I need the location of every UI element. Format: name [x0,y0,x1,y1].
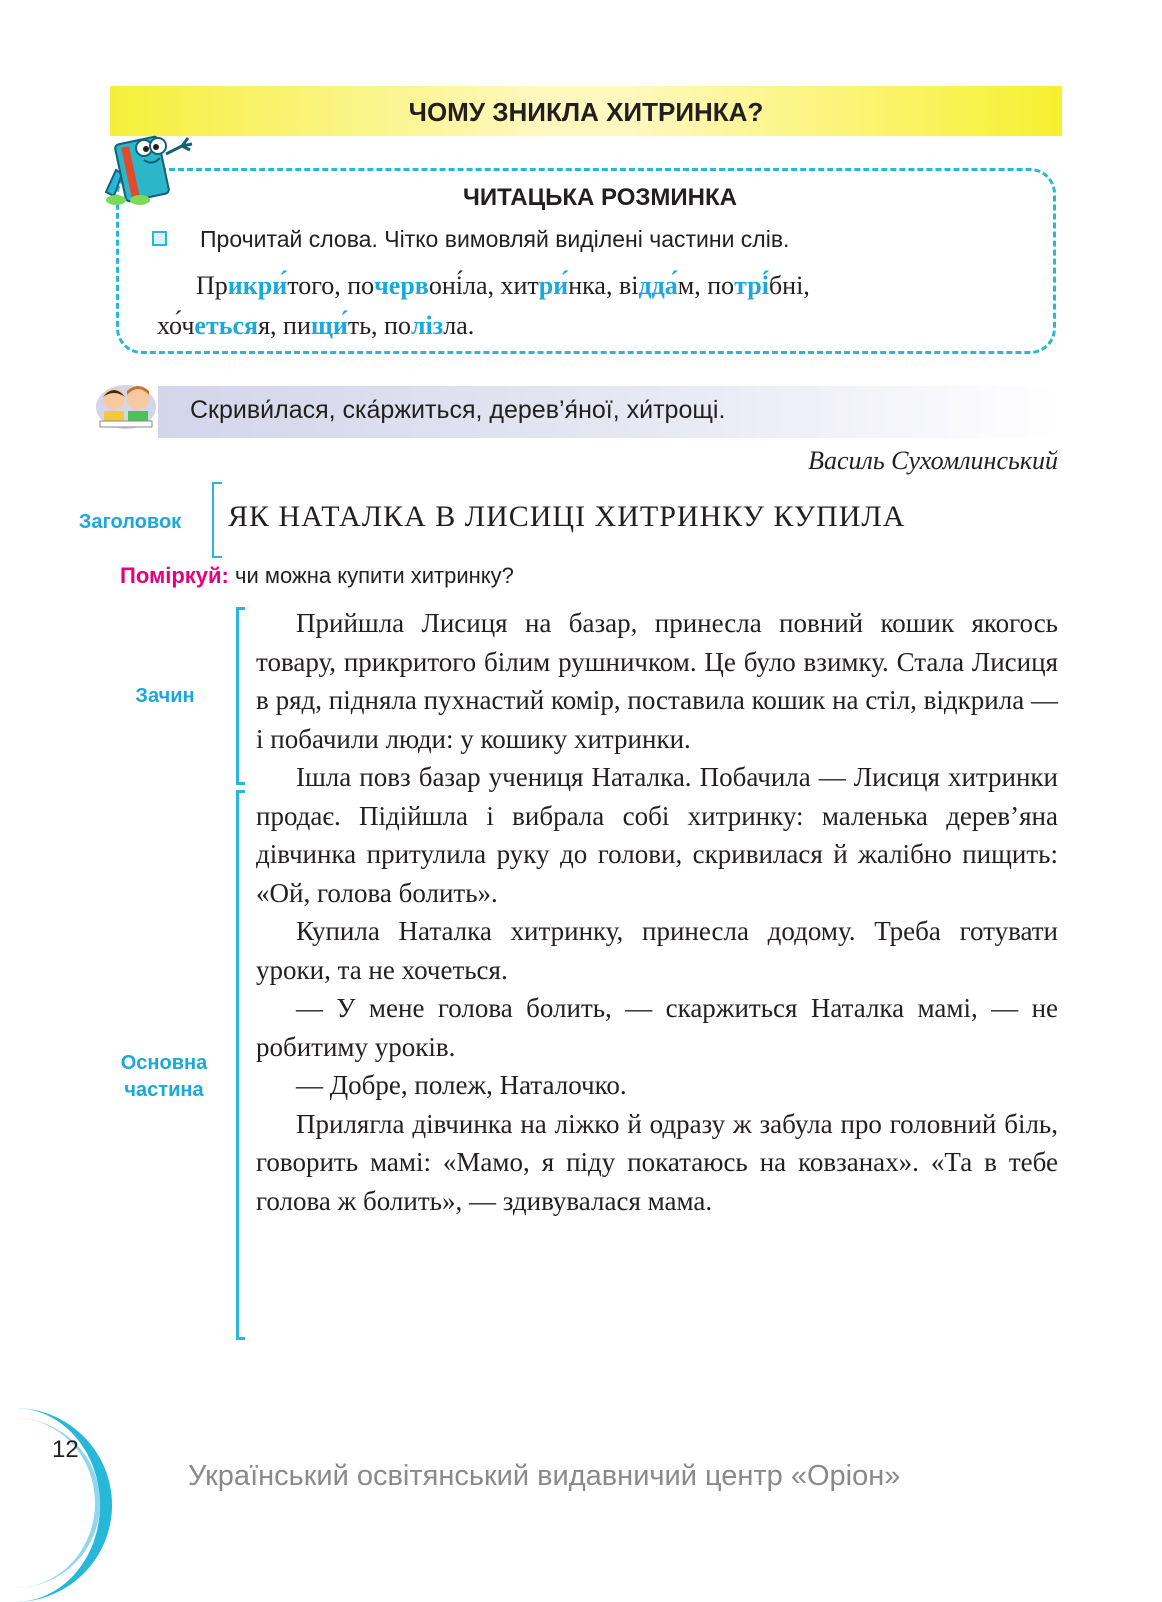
story-title: ЯК НАТАЛКА В ЛИСИЦІ ХИТРИНКУ КУПИЛА [228,500,906,533]
label-story-title: Заголовок [78,511,182,533]
syllable-practice-text: Скриви́лася, ска́ржиться, дерев’я́ної, хи́трощі. [190,396,726,424]
publisher-name: Український освітянський видавничий центр «Оріон» [188,1460,901,1492]
checkbox-bullet-icon [152,231,167,246]
think-question: чи можна купити хитринку? [235,563,514,588]
section-title: ЧОМУ ЗНИКЛА ХИТРИНКА? [408,97,764,127]
label-main-part [94,1050,234,1104]
warmup-words-line: хо́четьсяя, пищи́ть, полізла. [157,311,475,340]
label-intro: Зачин [135,685,195,707]
story-paragraph: Ішла повз базар учениця Наталка. Побачила — Лисиця хитринки продає. Підійшла і вибрала собі хитринку: маленька дерев’яна дівчинка притулила руку до голови, скривилася й жалібно пищить: «Ой, голова болить». [256,762,1058,908]
story-paragraph: Прийшла Лисиця на базар, принесла повний кошик якогось товару, прикритого білим рушничком. Це було взимку. Стала Лисиця в ряд, підняла пухнастий комір, поставила кошик на стіл, відкрила — і побачили люди: у кошику хитринки. [256,608,1058,754]
warmup-instruction: Прочитай слова. Чітко вимовляй виділені частини слів. [200,226,790,252]
story-text [256,604,1058,1220]
story-paragraph: — Добре, полеж, Наталочко. [296,1070,627,1100]
intro-bracket [236,607,245,785]
story-paragraph: Прилягла дівчинка на ліжко й одразу ж забула про головний біль, говорить мамі: «Мамо, я піду покатаюсь на ковзанах». «Та в тебе голова ж болить», — здивувалася мама. [256,1108,1058,1216]
label-main-part-line: Основна [120,1052,208,1074]
story-paragraph: Купила Наталка хитринку, принесла додому. Треба готувати уроки, та не хочеться. [256,916,1058,985]
title-bracket [212,482,222,558]
label-main-part-line: частина [124,1079,204,1101]
author-name: Василь Сухомлинський [808,446,1058,475]
warmup-words-line: Прикри́того, почервоні́ла, хитри́нка, відда́м, потрі́бні, [196,271,810,300]
story-paragraph: — У мене голова болить, — скаржиться Наталка мамі, — не робитиму уроків. [256,993,1058,1062]
main-part-bracket [236,790,245,1340]
page-number: 12 [52,1436,79,1463]
reading-kids-icon [94,377,158,431]
think-label: Поміркуй: [120,563,229,588]
warmup-heading: ЧИТАЦЬКА РОЗМИНКА [463,184,737,211]
section-title-bar [110,86,1062,136]
think-prompt [120,563,514,589]
